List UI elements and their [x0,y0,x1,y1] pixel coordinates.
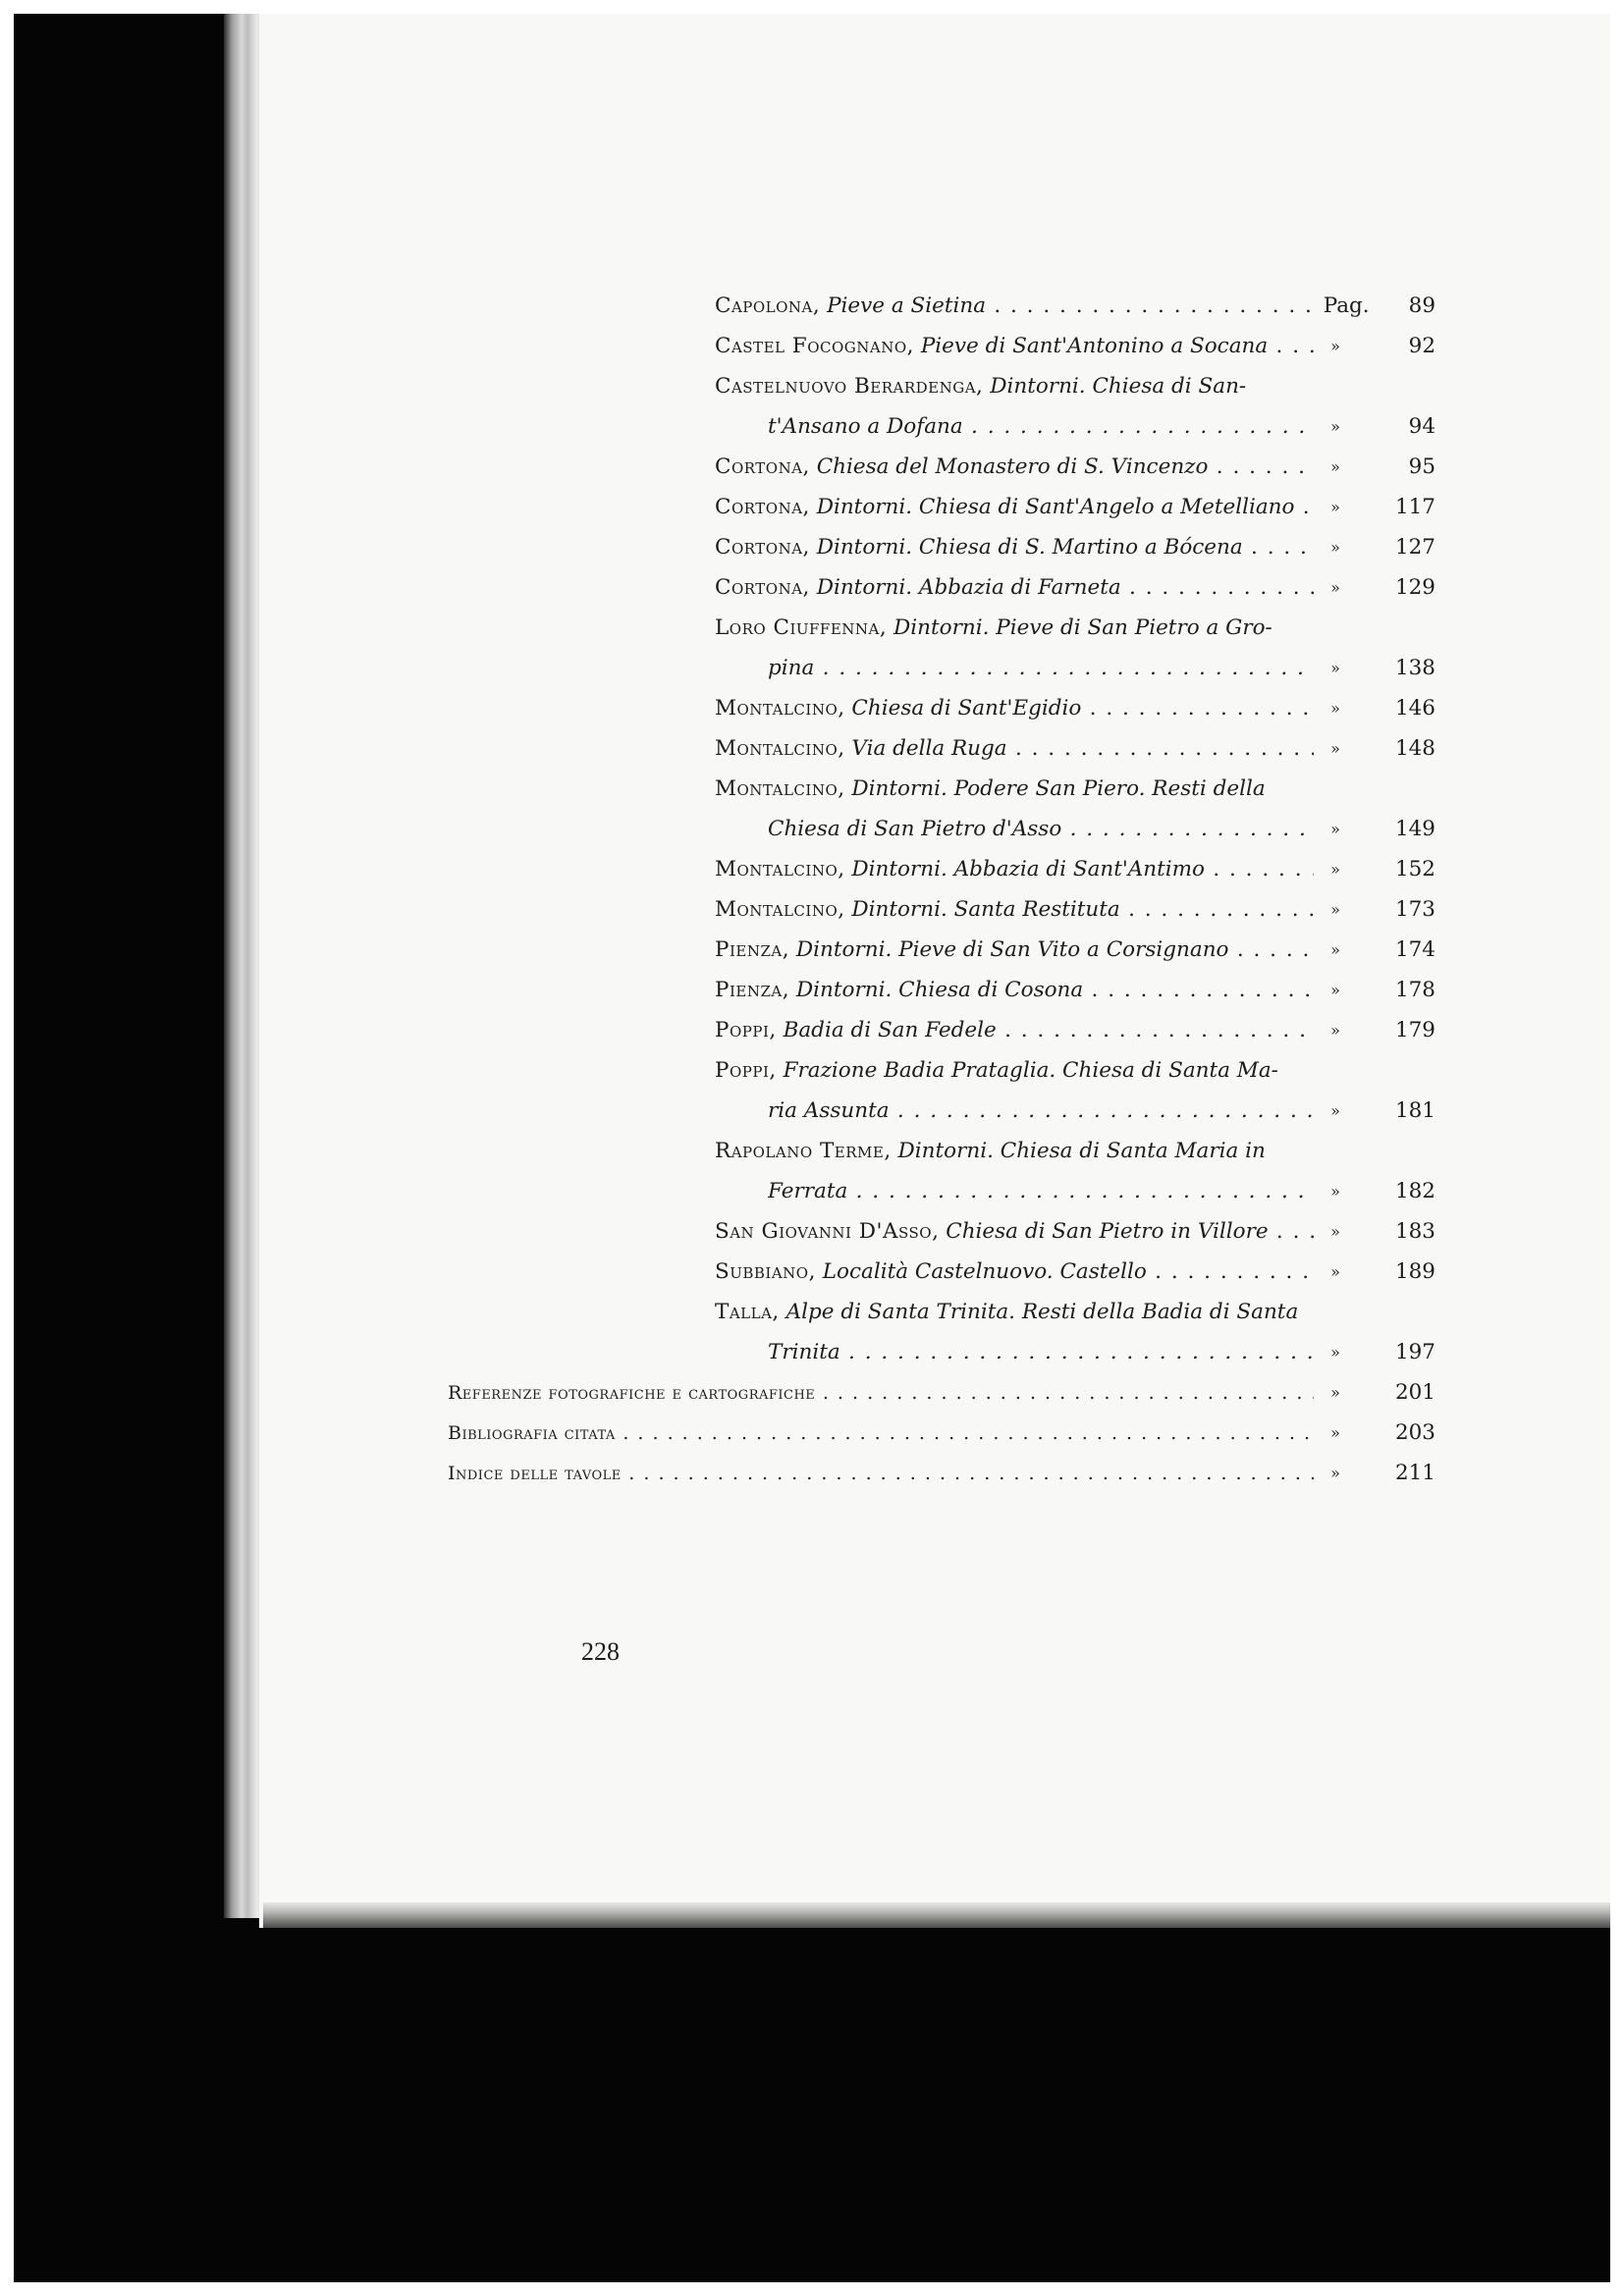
toc-place-name: Montalcino, [715,857,845,881]
toc-page-number: 117 [1394,495,1435,519]
toc-entry-title: Dintorni. Chiesa di S. Martino a Bócena [816,535,1243,560]
toc-page-number: 211 [1394,1461,1435,1485]
toc-entry-line [581,889,1435,930]
toc-page-number: 94 [1408,414,1435,439]
toc-page-number: 201 [1394,1380,1435,1405]
toc-entry-text [715,374,1314,399]
ditto-mark: » [1330,1423,1340,1442]
toc-entry-line [581,1211,1435,1252]
toc-entry-continuation: t'Ansano a Dofana . . . [768,414,1314,439]
toc-entry-continuation: ria Assunta . . . [768,1098,1314,1123]
toc-entry-line [581,487,1435,527]
toc-entry-title: Dintorni. Pieve di San Pietro a Gro- [893,615,1272,640]
toc-entry-title: Via della Ruga [851,736,1007,761]
toc-entry [581,366,1435,447]
toc-entry-text [715,937,1314,962]
toc-place-name: Cortona, [715,495,810,519]
toc-place-name: Montalcino, [715,736,845,761]
toc-entry-line [581,608,1435,648]
toc-page-number: 173 [1394,897,1435,922]
toc-section-line [448,1372,1435,1413]
toc-page-number: 197 [1394,1340,1435,1364]
ditto-mark: » [1330,1021,1340,1040]
ditto-mark: » [1330,1464,1340,1482]
toc-entry-line [581,326,1435,366]
toc-place-name: Cortona, [715,575,810,600]
toc-place-name: Poppi, [715,1018,777,1042]
toc-page-number: 178 [1394,978,1435,1002]
toc-entry-line [581,930,1435,970]
toc-place-name: Poppi, [715,1058,777,1083]
toc-place-name: Montalcino, [715,897,845,922]
book-spine-edge [224,14,263,1918]
toc-entry-line [581,1131,1435,1171]
toc-entry [581,447,1435,487]
ditto-mark: » [1330,900,1340,919]
toc-entry-line [581,1332,1435,1372]
toc-entry-line [581,447,1435,487]
toc-section [448,1413,1435,1453]
toc-page-number: 203 [1394,1420,1435,1445]
toc-entry [581,1211,1435,1252]
toc-entry [581,688,1435,728]
ditto-mark: » [1330,1383,1340,1402]
toc-entry-title: Alpe di Santa Trinita. Resti della Badia di Santa [785,1300,1299,1324]
toc-entry-text [715,736,1314,761]
toc-entry-line [581,1171,1435,1211]
toc-entry-text [715,897,1314,922]
toc-entry [581,849,1435,889]
toc-entry-title: Dintorni. Chiesa di San- [990,374,1247,399]
toc-entry-text [715,1300,1314,1324]
ditto-mark: » [1330,1343,1340,1362]
toc-entry-line [581,769,1435,809]
toc-entry-text [715,615,1314,640]
toc-entry [581,930,1435,970]
toc-entry-title: Chiesa di Sant'Egidio [851,696,1082,721]
toc-page-number: 149 [1394,817,1435,841]
toc-entry-title: Dintorni. Chiesa di Cosona [795,978,1084,1002]
ditto-mark: » [1330,457,1340,476]
toc-place-name: Subbiano, [715,1259,816,1284]
toc-entry-title: Dintorni. Abbazia di Sant'Antimo [851,857,1206,881]
toc-entry-line [581,366,1435,406]
toc-entry-title: Frazione Badia Prataglia. Chiesa di Santa Ma- [783,1058,1278,1083]
toc-entry [581,1252,1435,1292]
toc-entry-title: Chiesa di San Pietro in Villore [946,1219,1269,1244]
toc-entry-title: Località Castelnuovo. Castello [822,1259,1147,1284]
toc-page-number: 183 [1394,1219,1435,1244]
toc-entry-title: Dintorni. Podere San Piero. Resti della [851,776,1266,801]
toc-section [448,1372,1435,1413]
toc-entry-text [715,978,1314,1002]
toc-page-number: 148 [1394,736,1435,761]
toc-entry-line [581,809,1435,849]
toc-entry-line [581,849,1435,889]
toc-section-label: Referenze fotografiche e cartografiche . . . [448,1382,1314,1404]
toc-entry-line [581,406,1435,447]
toc-entry-text [715,1058,1314,1083]
toc-entry-line [581,286,1435,326]
toc-page-number: 189 [1394,1259,1435,1284]
toc-entry-title: Dintorni. Chiesa di Sant'Angelo a Metelliano [816,495,1295,519]
ditto-mark: » [1330,860,1340,879]
page-bottom-edge [263,1902,1610,1928]
toc-place-name: Rapolano Terme, [715,1139,892,1163]
toc-entry-line [581,1010,1435,1050]
toc-page-number: 146 [1394,696,1435,721]
toc-section-label: Indice delle tavole . . . [448,1463,1314,1484]
toc-entry-title: Dintorni. Abbazia di Farneta [816,575,1121,600]
toc-section-line [448,1413,1435,1453]
ditto-mark: » [1330,739,1340,758]
toc-page-number: 92 [1408,334,1435,358]
toc-place-name: Cortona, [715,535,810,560]
toc-entry-text [715,575,1314,600]
ditto-mark: » [1330,1262,1340,1281]
toc-page-number: 95 [1408,454,1435,479]
ditto-mark: » [1330,1182,1340,1201]
toc-place-name: Pienza, [715,978,790,1002]
toc-place-name: Pienza, [715,937,790,962]
toc-entry [581,567,1435,608]
toc-place-name: Castelnuovo Berardenga, [715,374,984,399]
toc-page-number: 181 [1394,1098,1435,1123]
toc-place-name: Capolona, [715,294,821,318]
toc-entry-text [715,495,1314,519]
toc-page-number [1314,294,1435,318]
page-number: 228 [581,1637,620,1666]
toc-entry-title: Pieve di Sant'Antonino a Socana [920,334,1269,358]
toc-entry [581,970,1435,1010]
toc-place-name: Castel Focognano, [715,334,914,358]
toc-entry-line [581,527,1435,567]
toc-entry [581,326,1435,366]
toc-place-name: Montalcino, [715,776,845,801]
toc-place-name: Talla, [715,1300,780,1324]
ditto-mark: » [1330,538,1340,557]
toc-entry-line [581,970,1435,1010]
ditto-mark: » [1330,940,1340,959]
ditto-mark: » [1330,337,1340,355]
toc-entry-text [715,454,1314,479]
toc-entry [581,487,1435,527]
toc-entry-text [715,696,1314,721]
toc-entry [581,1050,1435,1131]
toc-place-name: Montalcino, [715,696,845,721]
toc-page-number: 152 [1394,857,1435,881]
toc-entry-text [715,334,1314,358]
ditto-mark: » [1330,417,1340,436]
toc-place-name: Loro Ciuffenna, [715,615,888,640]
toc-entry [581,1010,1435,1050]
ditto-mark: » [1330,820,1340,838]
toc-entry-text [715,294,1314,318]
toc-place-name: Cortona, [715,454,810,479]
toc-entry-line [581,1292,1435,1332]
toc-entry-continuation: Chiesa di San Pietro d'Asso . . . [768,817,1314,841]
ditto-mark: » [1330,498,1340,516]
toc-entry-line [581,728,1435,769]
toc-page-number: 179 [1394,1018,1435,1042]
toc-entry-title: Dintorni. Chiesa di Santa Maria in [897,1139,1266,1163]
toc-entry-line [581,1050,1435,1091]
toc-entry-title: Dintorni. Santa Restituta [851,897,1120,922]
toc-entry-text [715,857,1314,881]
toc-entry-title: Pieve a Sietina [827,294,987,318]
toc-entry [581,1131,1435,1211]
toc-page-number: 129 [1394,575,1435,600]
toc-entry [581,1292,1435,1372]
toc-section [448,1453,1435,1493]
toc-entry-text [715,535,1314,560]
toc-entry-text [715,1139,1314,1163]
toc-entry [581,769,1435,849]
toc-page-number: 182 [1394,1179,1435,1203]
toc-page-number: 138 [1394,656,1435,680]
ditto-mark: » [1330,578,1340,597]
toc-page-number: 174 [1394,937,1435,962]
toc-entry-text [715,1018,1314,1042]
ditto-mark: » [1330,1222,1340,1241]
toc-entry-continuation: Ferrata . . . [768,1179,1314,1203]
toc-page-value: 89 [1408,294,1435,318]
table-of-contents [448,286,1435,1493]
ditto-mark: » [1330,699,1340,718]
toc-section-line [448,1453,1435,1493]
toc-entry-title: Dintorni. Pieve di San Vito a Corsignano [795,937,1229,962]
toc-entry [581,527,1435,567]
toc-entry [581,286,1435,326]
toc-place-name: San Giovanni D'Asso, [715,1219,940,1244]
toc-entry-continuation: pina . . . [768,656,1314,680]
toc-entry-text [715,1219,1314,1244]
toc-entry [581,608,1435,688]
toc-entry-line [581,1091,1435,1131]
toc-page-number: 127 [1394,535,1435,560]
toc-entry-title: Badia di San Fedele [783,1018,997,1042]
toc-entry-line [581,688,1435,728]
toc-entry [581,728,1435,769]
ditto-mark: » [1330,981,1340,999]
toc-section-label: Bibliografia citata . . . [448,1422,1314,1444]
toc-entry-continuation: Trinita . . . [768,1340,1314,1364]
toc-entry-line [581,648,1435,688]
ditto-mark: » [1330,659,1340,677]
pag-label: Pag. [1323,294,1370,318]
toc-entry-text [715,776,1314,801]
toc-entry-text [715,1259,1314,1284]
toc-entry-title: Chiesa del Monastero di S. Vincenzo [816,454,1209,479]
toc-entry [581,889,1435,930]
toc-entry-line [581,1252,1435,1292]
toc-entry-line [581,567,1435,608]
ditto-mark: » [1330,1101,1340,1120]
